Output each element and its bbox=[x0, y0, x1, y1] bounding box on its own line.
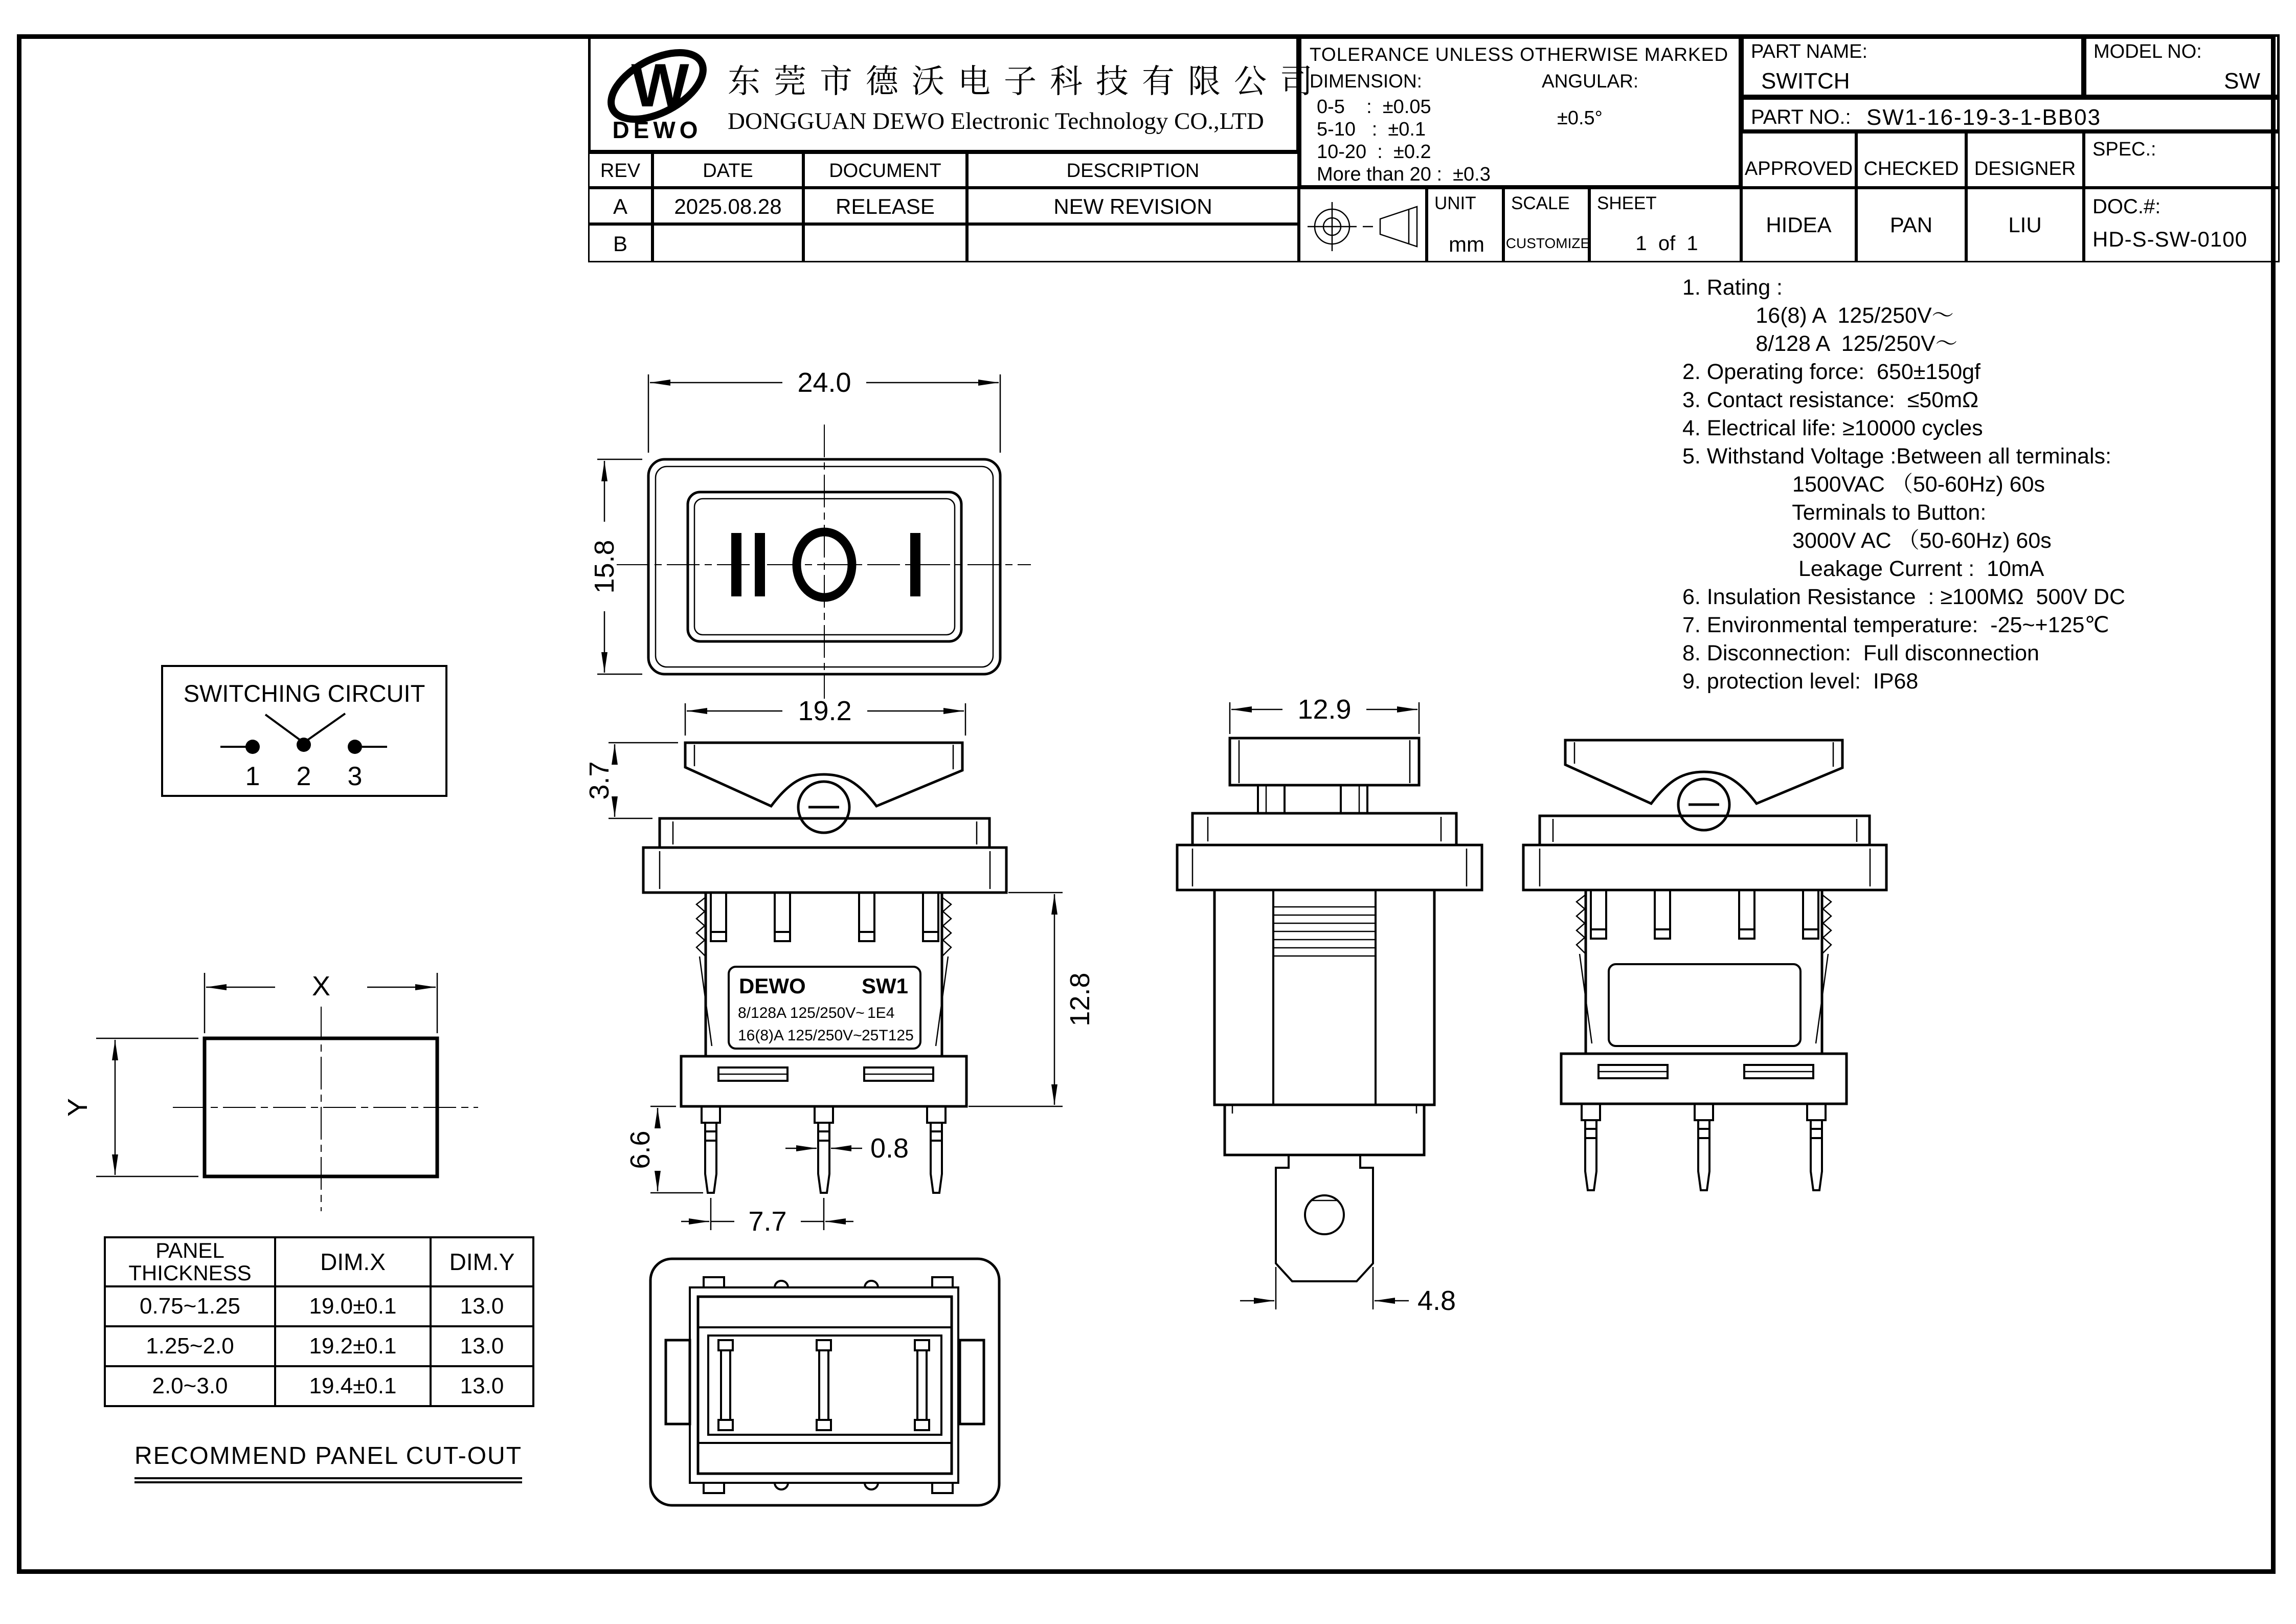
dim-cutout-y: Y bbox=[62, 1098, 93, 1117]
plate-line2a: 8/128A 125/250V~ bbox=[738, 1005, 865, 1021]
rev-a-rev: A bbox=[588, 188, 652, 224]
col-panel-thickness: PANEL THICKNESS bbox=[105, 1237, 275, 1286]
panel-clip-posts bbox=[711, 893, 938, 941]
spec-line-9: Terminals to Button: bbox=[1682, 500, 1987, 525]
spec-line-3: 8/128 A 125/250V～ bbox=[1682, 331, 1957, 356]
cutout-row-1: 0.75~1.25 19.0±0.1 13.0 bbox=[105, 1286, 533, 1326]
plate-brand: DEWO bbox=[739, 974, 806, 998]
checked-value: PAN bbox=[1856, 188, 1966, 262]
doc-label: DOC.#: bbox=[2092, 195, 2161, 218]
designer-value: LIU bbox=[1966, 188, 2084, 262]
bottom-terminal-slots bbox=[718, 1340, 929, 1430]
switching-circuit-diagram bbox=[163, 712, 449, 796]
company-cell bbox=[588, 34, 1326, 152]
spec-label: SPEC.: bbox=[2092, 139, 2156, 160]
approved-value: HIDEA bbox=[1741, 188, 1856, 262]
terminal-label-3: 3 bbox=[347, 762, 363, 791]
spec-line-10: 3000V AC （50-60Hz) 60s bbox=[1682, 528, 2052, 553]
terminal-dot-1 bbox=[245, 740, 260, 754]
part-name-label: PART NAME: bbox=[1751, 41, 1868, 62]
rev-a-description: NEW REVISION bbox=[967, 188, 1299, 224]
scale-label: SCALE bbox=[1511, 193, 1570, 213]
tolerance-dim-label: DIMENSION: bbox=[1310, 71, 1422, 92]
designer-header: DESIGNER bbox=[1966, 132, 2084, 188]
tolerance-line-1: 0-5 : ±0.05 bbox=[1317, 96, 1431, 118]
spec-line-11: Leakage Current : 10mA bbox=[1682, 557, 2044, 581]
model-no-label: MODEL NO: bbox=[2094, 41, 2202, 62]
col-dim-y: DIM.Y bbox=[431, 1237, 533, 1286]
side-view bbox=[1166, 678, 1503, 1322]
doc-cell bbox=[2084, 188, 2280, 262]
tolerance-title: TOLERANCE UNLESS OTHERWISE MARKED bbox=[1310, 44, 1729, 65]
rev-a-date: 2025.08.28 bbox=[652, 188, 803, 224]
dim-side-width: 12.9 bbox=[1297, 694, 1352, 725]
scale-value: CUSTOMIZE bbox=[1505, 235, 1590, 251]
model-no-value: SW bbox=[2224, 69, 2260, 94]
rev-a-document: RELEASE bbox=[803, 188, 967, 224]
switching-circuit-box bbox=[161, 665, 447, 797]
spec-line-15: 9. protection level: IP68 bbox=[1682, 669, 1919, 694]
tolerance-line-3: 10-20 : ±0.2 bbox=[1317, 141, 1431, 163]
terminal-pins bbox=[702, 1106, 946, 1193]
part-no-value: SW1-16-19-3-1-BB03 bbox=[1866, 105, 2102, 130]
dim-front-width: 19.2 bbox=[798, 696, 852, 726]
spec-cell bbox=[2084, 132, 2280, 188]
cutout-row-2: 1.25~2.0 19.2±0.1 13.0 bbox=[105, 1326, 533, 1366]
part-no-cell bbox=[1741, 97, 2280, 132]
first-angle-projection-icon bbox=[1300, 189, 1428, 264]
company-name-cn: 东莞市德沃电子科技有限公司 bbox=[728, 63, 1326, 100]
col-dim-x: DIM.X bbox=[275, 1237, 431, 1286]
checked-header: CHECKED bbox=[1856, 132, 1966, 188]
dim-pin-width: 0.8 bbox=[870, 1133, 909, 1164]
dewo-logo bbox=[600, 46, 720, 143]
dim-cutout-x: X bbox=[311, 971, 331, 1002]
right-view bbox=[1516, 678, 1910, 1199]
tolerance-line-2: 5-10 : ±0.1 bbox=[1317, 119, 1426, 140]
sheet-value: 1 of 1 bbox=[1635, 232, 1698, 255]
rev-header-date: DATE bbox=[652, 152, 803, 188]
right-clip-posts bbox=[1591, 890, 1818, 939]
approved-header: APPROVED bbox=[1741, 132, 1856, 188]
projection-cell bbox=[1299, 188, 1427, 262]
doc-value: HD-S-SW-0100 bbox=[2092, 227, 2247, 251]
spec-line-8: 1500VAC （50-60Hz) 60s bbox=[1682, 472, 2045, 497]
cutout-row-3: 2.0~3.0 19.4±0.1 13.0 bbox=[105, 1366, 533, 1406]
switching-circuit-title: SWITCHING CIRCUIT bbox=[183, 680, 425, 707]
dim-pin-length: 6.6 bbox=[625, 1130, 656, 1169]
sheet-label: SHEET bbox=[1597, 193, 1657, 213]
spec-list bbox=[1682, 274, 2270, 696]
model-no-cell bbox=[2084, 34, 2280, 97]
spec-line-2: 16(8) A 125/250V～ bbox=[1682, 303, 1954, 328]
sheet-cell bbox=[1589, 188, 1741, 262]
scale-cell bbox=[1503, 188, 1589, 262]
unit-label: UNIT bbox=[1434, 193, 1476, 213]
company-name-en: DONGGUAN DEWO Electronic Technology CO.,LTD bbox=[728, 108, 1264, 135]
dim-rocker-height: 3.7 bbox=[584, 761, 615, 800]
spec-line-7: 5. Withstand Voltage :Between all terminals: bbox=[1682, 444, 2111, 469]
plate-line3a: 16(8)A 125/250V~ bbox=[738, 1027, 862, 1044]
logo-w-glyph: W bbox=[631, 51, 689, 120]
terminal-dot-3 bbox=[348, 740, 362, 754]
recommend-panel-cutout-caption: RECOMMEND PANEL CUT-OUT bbox=[134, 1442, 522, 1483]
side-ribs bbox=[1273, 907, 1376, 956]
dim-terminal-width: 4.8 bbox=[1417, 1285, 1456, 1316]
spec-line-12: 6. Insulation Resistance : ≥100MΩ 500V DC bbox=[1682, 585, 2126, 609]
tolerance-ang-value: ±0.5° bbox=[1557, 107, 1603, 129]
front-view bbox=[583, 680, 1099, 1253]
top-view bbox=[578, 353, 1038, 711]
rev-header-description: DESCRIPTION bbox=[967, 152, 1299, 188]
spec-line-6: 4. Electrical life: ≥10000 cycles bbox=[1682, 416, 1983, 440]
cutout-table bbox=[104, 1236, 534, 1407]
dim-pin-pitch: 7.7 bbox=[748, 1206, 787, 1237]
spec-line-5: 3. Contact resistance: ≤50mΩ bbox=[1682, 388, 1979, 412]
terminal-label-2: 2 bbox=[296, 762, 311, 791]
rev-header-document: DOCUMENT bbox=[803, 152, 967, 188]
panel-cutout-view bbox=[46, 941, 506, 1238]
rev-b-rev: B bbox=[588, 224, 652, 262]
dim-top-height: 15.8 bbox=[589, 540, 620, 594]
spec-line-13: 7. Environmental temperature: -25~+125℃ bbox=[1682, 613, 2109, 637]
tolerance-cell bbox=[1299, 34, 1741, 188]
rev-b-date bbox=[652, 224, 803, 262]
cutout-table-wrap bbox=[104, 1236, 534, 1483]
plate-line3b: 25T125 bbox=[862, 1027, 914, 1044]
rev-header-rev: REV bbox=[588, 152, 652, 188]
logo-wordmark: DEWO bbox=[612, 117, 702, 143]
rev-b-document bbox=[803, 224, 967, 262]
terminal-label-1: 1 bbox=[245, 762, 260, 791]
part-name-value: SWITCH bbox=[1761, 69, 1850, 94]
plate-series: SW1 bbox=[862, 974, 909, 998]
title-block bbox=[588, 34, 2280, 262]
tolerance-ang-label: ANGULAR: bbox=[1542, 71, 1639, 92]
dim-body-height: 12.8 bbox=[1065, 972, 1095, 1027]
right-terminal-pins bbox=[1582, 1104, 1826, 1190]
tolerance-line-4: More than 20 : ±0.3 bbox=[1317, 164, 1491, 185]
spec-line-14: 8. Disconnection: Full disconnection bbox=[1682, 641, 2039, 665]
plate-line2b: 1E4 bbox=[867, 1005, 895, 1021]
cutout-header-row bbox=[105, 1237, 533, 1286]
bottom-view bbox=[644, 1253, 1007, 1514]
spec-line-4: 2. Operating force: 650±150gf bbox=[1682, 360, 1980, 384]
part-name-cell bbox=[1741, 34, 2084, 97]
side-terminal bbox=[1276, 1155, 1373, 1281]
unit-cell bbox=[1427, 188, 1503, 262]
rev-b-description bbox=[967, 224, 1299, 262]
part-no-label: PART NO.: bbox=[1751, 106, 1851, 128]
dim-top-width: 24.0 bbox=[797, 367, 851, 398]
unit-value: mm bbox=[1449, 232, 1484, 256]
spec-line-1: 1. Rating : bbox=[1682, 275, 1783, 300]
